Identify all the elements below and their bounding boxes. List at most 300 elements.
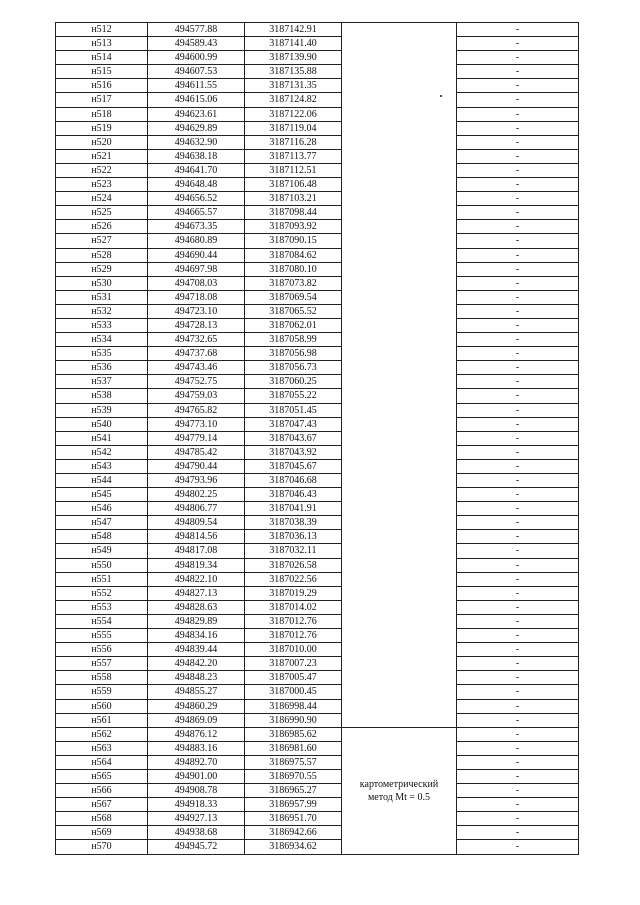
y-coordinate-cell: 3187010.00 (245, 643, 342, 657)
y-coordinate-cell: 3187119.04 (245, 121, 342, 135)
x-coordinate-cell: 494842.20 (148, 657, 245, 671)
y-coordinate-cell: 3187041.91 (245, 502, 342, 516)
point-name-cell: н529 (56, 262, 148, 276)
point-name-cell: н563 (56, 741, 148, 755)
value-cell: - (457, 107, 579, 121)
point-name-cell: н521 (56, 149, 148, 163)
x-coordinate-cell: 494759.03 (148, 389, 245, 403)
x-coordinate-cell: 494737.68 (148, 347, 245, 361)
value-cell: - (457, 516, 579, 530)
x-coordinate-cell: 494632.90 (148, 135, 245, 149)
value-cell: - (457, 769, 579, 783)
x-coordinate-cell: 494822.10 (148, 572, 245, 586)
y-coordinate-cell: 3187113.77 (245, 149, 342, 163)
point-name-cell: н553 (56, 600, 148, 614)
value-cell: - (457, 206, 579, 220)
y-coordinate-cell: 3187051.45 (245, 403, 342, 417)
value-cell: - (457, 23, 579, 37)
y-coordinate-cell: 3187032.11 (245, 544, 342, 558)
x-coordinate-cell: 494656.52 (148, 192, 245, 206)
table-row (56, 784, 579, 798)
x-coordinate-cell: 494665.57 (148, 206, 245, 220)
table-row (56, 516, 579, 530)
scan-speck (440, 95, 442, 97)
value-cell: - (457, 840, 579, 854)
table-row (56, 262, 579, 276)
point-name-cell: н545 (56, 488, 148, 502)
value-cell: - (457, 586, 579, 600)
x-coordinate-cell: 494773.10 (148, 417, 245, 431)
point-name-cell: н568 (56, 812, 148, 826)
y-coordinate-cell: 3186981.60 (245, 741, 342, 755)
point-name-cell: н514 (56, 51, 148, 65)
table-row (56, 445, 579, 459)
table-row (56, 530, 579, 544)
x-coordinate-cell: 494615.06 (148, 93, 245, 107)
x-coordinate-cell: 494680.89 (148, 234, 245, 248)
value-cell: - (457, 347, 579, 361)
value-cell: - (457, 403, 579, 417)
point-name-cell: н522 (56, 163, 148, 177)
y-coordinate-cell: 3187007.23 (245, 657, 342, 671)
value-cell: - (457, 375, 579, 389)
value-cell: - (457, 502, 579, 516)
x-coordinate-cell: 494848.23 (148, 671, 245, 685)
table-row (56, 248, 579, 262)
table-row (56, 51, 579, 65)
point-name-cell: н528 (56, 248, 148, 262)
table-row (56, 375, 579, 389)
table-row (56, 431, 579, 445)
y-coordinate-cell: 3187055.22 (245, 389, 342, 403)
point-name-cell: н558 (56, 671, 148, 685)
table-row (56, 600, 579, 614)
value-cell: - (457, 431, 579, 445)
value-cell: - (457, 558, 579, 572)
y-coordinate-cell: 3187080.10 (245, 262, 342, 276)
y-coordinate-cell: 3187139.90 (245, 51, 342, 65)
value-cell: - (457, 135, 579, 149)
y-coordinate-cell: 3187045.67 (245, 459, 342, 473)
value-cell: - (457, 37, 579, 51)
value-cell: - (457, 685, 579, 699)
point-name-cell: н562 (56, 727, 148, 741)
x-coordinate-cell: 494828.63 (148, 600, 245, 614)
point-name-cell: н565 (56, 769, 148, 783)
x-coordinate-cell: 494785.42 (148, 445, 245, 459)
x-coordinate-cell: 494806.77 (148, 502, 245, 516)
value-cell: - (457, 361, 579, 375)
y-coordinate-cell: 3187116.28 (245, 135, 342, 149)
point-name-cell: н548 (56, 530, 148, 544)
value-cell: - (457, 657, 579, 671)
point-name-cell: н512 (56, 23, 148, 37)
y-coordinate-cell: 3187046.68 (245, 474, 342, 488)
y-coordinate-cell: 3187135.88 (245, 65, 342, 79)
y-coordinate-cell: 3187058.99 (245, 333, 342, 347)
x-coordinate-cell: 494577.88 (148, 23, 245, 37)
x-coordinate-cell: 494743.46 (148, 361, 245, 375)
table-row (56, 614, 579, 628)
y-coordinate-cell: 3186990.90 (245, 713, 342, 727)
table-row (56, 206, 579, 220)
value-cell: - (457, 614, 579, 628)
value-cell: - (457, 192, 579, 206)
table-row (56, 629, 579, 643)
y-coordinate-cell: 3187065.52 (245, 304, 342, 318)
table-row (56, 23, 579, 37)
value-cell: - (457, 389, 579, 403)
point-name-cell: н569 (56, 826, 148, 840)
point-name-cell: н541 (56, 431, 148, 445)
y-coordinate-cell: 3187012.76 (245, 629, 342, 643)
table-row (56, 333, 579, 347)
x-coordinate-cell: 494793.96 (148, 474, 245, 488)
y-coordinate-cell: 3187012.76 (245, 614, 342, 628)
y-coordinate-cell: 3186951.70 (245, 812, 342, 826)
x-coordinate-cell: 494827.13 (148, 586, 245, 600)
value-cell: - (457, 699, 579, 713)
point-name-cell: н532 (56, 304, 148, 318)
value-cell: - (457, 248, 579, 262)
point-name-cell: н518 (56, 107, 148, 121)
value-cell: - (457, 488, 579, 502)
value-cell: - (457, 417, 579, 431)
point-name-cell: н566 (56, 784, 148, 798)
x-coordinate-cell: 494732.65 (148, 333, 245, 347)
table-row (56, 488, 579, 502)
value-cell: - (457, 276, 579, 290)
x-coordinate-cell: 494611.55 (148, 79, 245, 93)
table-row (56, 685, 579, 699)
value-cell: - (457, 65, 579, 79)
table-row (56, 93, 579, 107)
value-cell: - (457, 798, 579, 812)
y-coordinate-cell: 3187112.51 (245, 163, 342, 177)
point-name-cell: н536 (56, 361, 148, 375)
point-name-cell: н516 (56, 79, 148, 93)
x-coordinate-cell: 494876.12 (148, 727, 245, 741)
point-name-cell: н555 (56, 629, 148, 643)
table-row (56, 361, 579, 375)
x-coordinate-cell: 494638.18 (148, 149, 245, 163)
y-coordinate-cell: 3187046.43 (245, 488, 342, 502)
x-coordinate-cell: 494817.08 (148, 544, 245, 558)
y-coordinate-cell: 3186934.62 (245, 840, 342, 854)
point-name-cell: н550 (56, 558, 148, 572)
point-name-cell: н549 (56, 544, 148, 558)
x-coordinate-cell: 494697.98 (148, 262, 245, 276)
y-coordinate-cell: 3187056.73 (245, 361, 342, 375)
value-cell: - (457, 121, 579, 135)
point-name-cell: н570 (56, 840, 148, 854)
y-coordinate-cell: 3187062.01 (245, 318, 342, 332)
point-name-cell: н544 (56, 474, 148, 488)
table-row (56, 234, 579, 248)
point-name-cell: н554 (56, 614, 148, 628)
method-cell (342, 727, 457, 854)
table-row (56, 220, 579, 234)
value-cell: - (457, 79, 579, 93)
point-name-cell: н556 (56, 643, 148, 657)
value-cell: - (457, 149, 579, 163)
value-cell: - (457, 333, 579, 347)
table-row (56, 276, 579, 290)
y-coordinate-cell: 3187014.02 (245, 600, 342, 614)
table-row (56, 459, 579, 473)
y-coordinate-cell: 3186942.66 (245, 826, 342, 840)
value-cell: - (457, 304, 579, 318)
table-row (56, 713, 579, 727)
value-cell: - (457, 629, 579, 643)
value-cell: - (457, 178, 579, 192)
y-coordinate-cell: 3186965.27 (245, 784, 342, 798)
table-row (56, 163, 579, 177)
value-cell: - (457, 713, 579, 727)
point-name-cell: н527 (56, 234, 148, 248)
x-coordinate-cell: 494728.13 (148, 318, 245, 332)
point-name-cell: н538 (56, 389, 148, 403)
x-coordinate-cell: 494673.35 (148, 220, 245, 234)
y-coordinate-cell: 3187022.56 (245, 572, 342, 586)
coordinates-table-page (55, 22, 578, 868)
value-cell: - (457, 474, 579, 488)
table-row (56, 798, 579, 812)
x-coordinate-cell: 494648.48 (148, 178, 245, 192)
table-row (56, 121, 579, 135)
table-row (56, 812, 579, 826)
point-name-cell: н530 (56, 276, 148, 290)
x-coordinate-cell: 494901.00 (148, 769, 245, 783)
y-coordinate-cell: 3187124.82 (245, 93, 342, 107)
point-name-cell: н559 (56, 685, 148, 699)
value-cell: - (457, 318, 579, 332)
y-coordinate-cell: 3187043.67 (245, 431, 342, 445)
x-coordinate-cell: 494839.44 (148, 643, 245, 657)
value-cell: - (457, 812, 579, 826)
point-name-cell: н526 (56, 220, 148, 234)
x-coordinate-cell: 494641.70 (148, 163, 245, 177)
method-label: картометрический (359, 778, 439, 790)
y-coordinate-cell: 3186970.55 (245, 769, 342, 783)
y-coordinate-cell: 3187141.40 (245, 37, 342, 51)
table-row (56, 643, 579, 657)
value-cell: - (457, 826, 579, 840)
point-name-cell: н539 (56, 403, 148, 417)
x-coordinate-cell: 494809.54 (148, 516, 245, 530)
value-cell: - (457, 459, 579, 473)
x-coordinate-cell: 494829.89 (148, 614, 245, 628)
point-name-cell: н535 (56, 347, 148, 361)
x-coordinate-cell: 494860.29 (148, 699, 245, 713)
value-cell: - (457, 741, 579, 755)
y-coordinate-cell: 3186985.62 (245, 727, 342, 741)
x-coordinate-cell: 494629.89 (148, 121, 245, 135)
x-coordinate-cell: 494834.16 (148, 629, 245, 643)
y-coordinate-cell: 3187103.21 (245, 192, 342, 206)
y-coordinate-cell: 3186957.99 (245, 798, 342, 812)
value-cell: - (457, 600, 579, 614)
y-coordinate-cell: 3186998.44 (245, 699, 342, 713)
table-row (56, 135, 579, 149)
table-row (56, 699, 579, 713)
point-name-cell: н567 (56, 798, 148, 812)
x-coordinate-cell: 494855.27 (148, 685, 245, 699)
y-coordinate-cell: 3187090.15 (245, 234, 342, 248)
coordinates-table (55, 22, 579, 855)
value-cell: - (457, 784, 579, 798)
coordinates-table-body (56, 23, 579, 855)
point-name-cell: н517 (56, 93, 148, 107)
table-row (56, 586, 579, 600)
x-coordinate-cell: 494779.14 (148, 431, 245, 445)
point-name-cell: н561 (56, 713, 148, 727)
table-row (56, 192, 579, 206)
table-row (56, 417, 579, 431)
table-row (56, 37, 579, 51)
y-coordinate-cell: 3187131.35 (245, 79, 342, 93)
x-coordinate-cell: 494869.09 (148, 713, 245, 727)
x-coordinate-cell: 494892.70 (148, 755, 245, 769)
y-coordinate-cell: 3187026.58 (245, 558, 342, 572)
table-row (56, 65, 579, 79)
point-name-cell: н560 (56, 699, 148, 713)
x-coordinate-cell: 494927.13 (148, 812, 245, 826)
y-coordinate-cell: 3187106.48 (245, 178, 342, 192)
table-row (56, 755, 579, 769)
point-name-cell: н551 (56, 572, 148, 586)
point-name-cell: н524 (56, 192, 148, 206)
y-coordinate-cell: 3187043.92 (245, 445, 342, 459)
value-cell: - (457, 572, 579, 586)
table-row (56, 572, 579, 586)
table-row (56, 826, 579, 840)
x-coordinate-cell: 494723.10 (148, 304, 245, 318)
point-name-cell: н540 (56, 417, 148, 431)
point-name-cell: н525 (56, 206, 148, 220)
x-coordinate-cell: 494607.53 (148, 65, 245, 79)
x-coordinate-cell: 494883.16 (148, 741, 245, 755)
value-cell: - (457, 643, 579, 657)
point-name-cell: н534 (56, 333, 148, 347)
table-row (56, 741, 579, 755)
y-coordinate-cell: 3186975.57 (245, 755, 342, 769)
value-cell: - (457, 530, 579, 544)
point-name-cell: н531 (56, 290, 148, 304)
y-coordinate-cell: 3187038.39 (245, 516, 342, 530)
value-cell: - (457, 51, 579, 65)
value-cell: - (457, 163, 579, 177)
y-coordinate-cell: 3187000.45 (245, 685, 342, 699)
y-coordinate-cell: 3187142.91 (245, 23, 342, 37)
point-name-cell: н519 (56, 121, 148, 135)
y-coordinate-cell: 3187036.13 (245, 530, 342, 544)
method-accuracy: метод Mt = 0.5 (367, 791, 431, 803)
x-coordinate-cell: 494765.82 (148, 403, 245, 417)
table-row (56, 671, 579, 685)
value-cell: - (457, 755, 579, 769)
y-coordinate-cell: 3187098.44 (245, 206, 342, 220)
y-coordinate-cell: 3187084.62 (245, 248, 342, 262)
table-row (56, 657, 579, 671)
table-row (56, 403, 579, 417)
point-name-cell: н542 (56, 445, 148, 459)
value-cell: - (457, 262, 579, 276)
value-cell: - (457, 671, 579, 685)
y-coordinate-cell: 3187069.54 (245, 290, 342, 304)
y-coordinate-cell: 3187019.29 (245, 586, 342, 600)
table-row (56, 840, 579, 854)
point-name-cell: н513 (56, 37, 148, 51)
y-coordinate-cell: 3187005.47 (245, 671, 342, 685)
point-name-cell: н537 (56, 375, 148, 389)
value-cell: - (457, 93, 579, 107)
x-coordinate-cell: 494790.44 (148, 459, 245, 473)
x-coordinate-cell: 494600.99 (148, 51, 245, 65)
point-name-cell: н520 (56, 135, 148, 149)
point-name-cell: н515 (56, 65, 148, 79)
value-cell: - (457, 445, 579, 459)
table-row (56, 290, 579, 304)
value-cell: - (457, 544, 579, 558)
point-name-cell: н547 (56, 516, 148, 530)
x-coordinate-cell: 494945.72 (148, 840, 245, 854)
point-name-cell: н552 (56, 586, 148, 600)
table-row (56, 558, 579, 572)
y-coordinate-cell: 3187122.06 (245, 107, 342, 121)
value-cell: - (457, 290, 579, 304)
method-cell-empty (342, 23, 457, 728)
x-coordinate-cell: 494819.34 (148, 558, 245, 572)
table-row (56, 474, 579, 488)
table-row (56, 544, 579, 558)
x-coordinate-cell: 494690.44 (148, 248, 245, 262)
table-row (56, 727, 579, 741)
point-name-cell: н546 (56, 502, 148, 516)
table-row (56, 79, 579, 93)
point-name-cell: н557 (56, 657, 148, 671)
table-row (56, 107, 579, 121)
x-coordinate-cell: 494752.75 (148, 375, 245, 389)
x-coordinate-cell: 494938.68 (148, 826, 245, 840)
x-coordinate-cell: 494718.08 (148, 290, 245, 304)
y-coordinate-cell: 3187060.25 (245, 375, 342, 389)
y-coordinate-cell: 3187093.92 (245, 220, 342, 234)
x-coordinate-cell: 494802.25 (148, 488, 245, 502)
table-row (56, 769, 579, 783)
x-coordinate-cell: 494623.61 (148, 107, 245, 121)
point-name-cell: н564 (56, 755, 148, 769)
point-name-cell: н523 (56, 178, 148, 192)
y-coordinate-cell: 3187056.98 (245, 347, 342, 361)
table-row (56, 347, 579, 361)
point-name-cell: н533 (56, 318, 148, 332)
value-cell: - (457, 234, 579, 248)
y-coordinate-cell: 3187047.43 (245, 417, 342, 431)
x-coordinate-cell: 494708.03 (148, 276, 245, 290)
x-coordinate-cell: 494814.56 (148, 530, 245, 544)
table-row (56, 318, 579, 332)
table-row (56, 149, 579, 163)
table-row (56, 178, 579, 192)
point-name-cell: н543 (56, 459, 148, 473)
x-coordinate-cell: 494918.33 (148, 798, 245, 812)
table-row (56, 389, 579, 403)
x-coordinate-cell: 494908.78 (148, 784, 245, 798)
table-row (56, 304, 579, 318)
y-coordinate-cell: 3187073.82 (245, 276, 342, 290)
value-cell: - (457, 727, 579, 741)
